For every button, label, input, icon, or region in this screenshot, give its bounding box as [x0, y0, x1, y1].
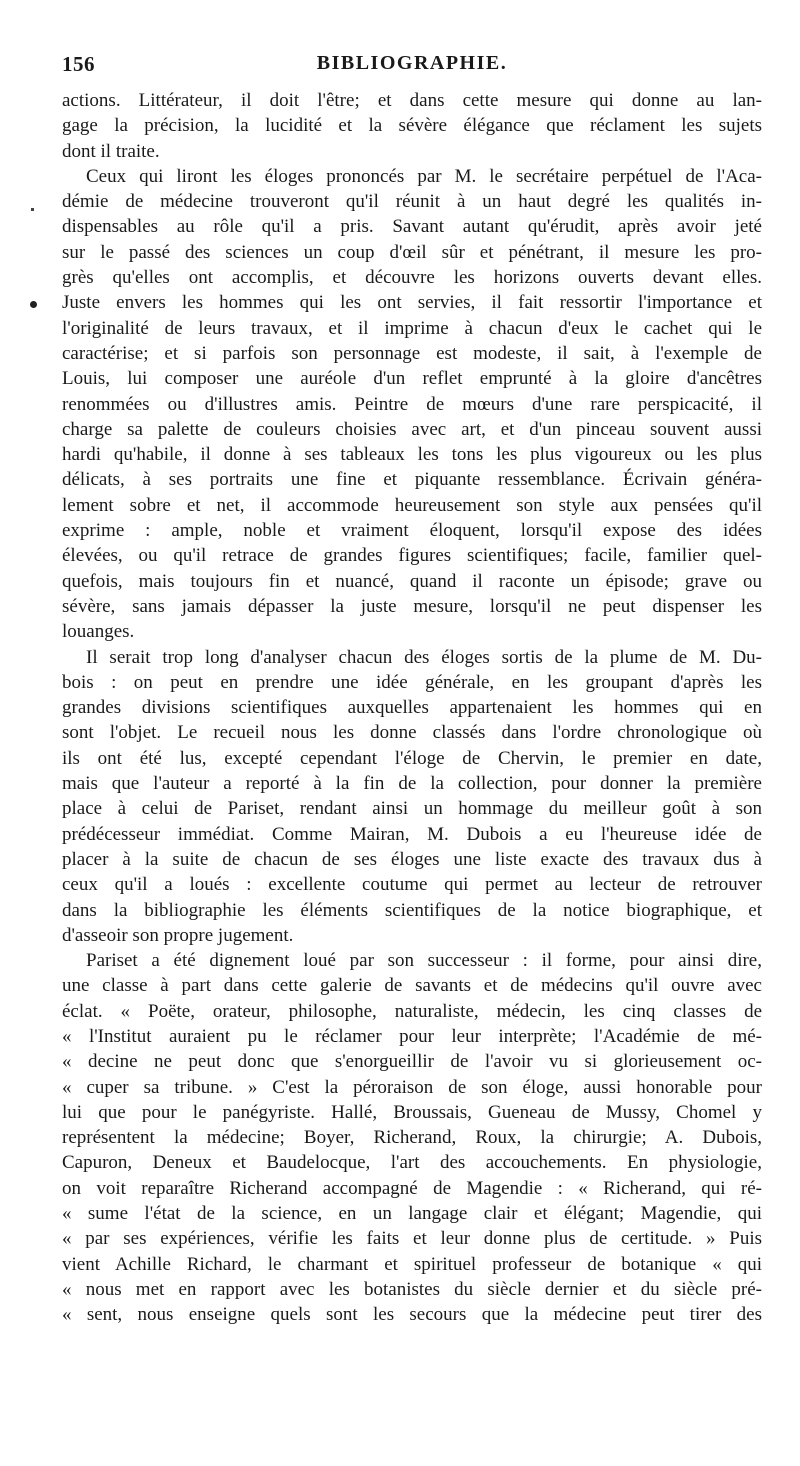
text-line: « nous met en rapport avec les botanistes du siècle dernier et du siècle pré-: [62, 1278, 762, 1300]
text-line: Ceux qui liront les éloges prononcés par M. le secrétaire perpétuel de l'Aca-: [86, 165, 762, 187]
text-line: on voit reparaître Richerand accompagné de Magendie : « Richerand, qui ré-: [62, 1177, 762, 1199]
text-line: vient Achille Richard, le charmant et spirituel professeur de botanique « qui: [62, 1253, 762, 1275]
text-line: « decine ne peut donc que s'enorgueillir de l'avoir vu si glorieusement oc-: [62, 1051, 762, 1073]
text-line: gage la précision, la lucidité et la sévère élégance que réclament les sujets: [62, 115, 762, 137]
margin-dot: [31, 208, 34, 211]
text-line: lement sobre et net, il accommode heureusement son style aux pensées qu'il: [62, 494, 762, 516]
text-line: démie de médecine trouveront qu'il réunit à un haut degré les qualités in-: [62, 191, 762, 213]
page-number: 156: [62, 52, 95, 76]
text-line: ils ont été lus, excepté cependant l'éloge de Chervin, le premier en date,: [62, 747, 762, 769]
text-line: renommées ou d'illustres amis. Peintre de mœurs d'une rare perspicacité, il: [62, 393, 762, 415]
text-line: éclat. « Poëte, orateur, philosophe, naturaliste, médecin, les cinq classes de: [62, 1000, 762, 1022]
text-line: d'asseoir son propre jugement.: [62, 924, 294, 946]
text-line: sont l'objet. Le recueil nous les donne classés dans l'ordre chronologique où: [62, 722, 762, 744]
text-line: prédécesseur immédiat. Comme Mairan, M. Dubois a eu l'heureuse idée de: [62, 823, 762, 845]
page-header: [62, 52, 762, 82]
text-line: dans la bibliographie les éléments scientifiques de la notice biographique, et: [62, 899, 762, 921]
text-line: charge sa palette de couleurs choisies avec art, et d'un pinceau souvent aussi: [62, 418, 762, 440]
text-line: Il serait trop long d'analyser chacun des éloges sortis de la plume de M. Du-: [86, 646, 762, 668]
text-line: « sent, nous enseigne quels sont les secours que la médecine peut tirer des: [62, 1304, 762, 1326]
text-line: Capuron, Deneux et Baudelocque, l'art des accouchements. En physiologie,: [62, 1152, 762, 1174]
text-line: actions. Littérateur, il doit l'être; et dans cette mesure qui donne au lan-: [62, 90, 762, 111]
text-line: placer à la suite de chacun de ses éloges une liste exacte des travaux dus à: [62, 848, 762, 870]
text-line: représentent la médecine; Boyer, Richerand, Roux, la chirurgie; A. Dubois,: [62, 1127, 762, 1149]
body-text: [62, 88, 762, 1328]
text-line: Juste envers les hommes qui les ont servies, il fait ressortir l'importance et: [62, 292, 762, 314]
text-line: grès qu'elles ont accomplis, et découvre les horizons ouverts devant elles.: [62, 267, 762, 289]
text-line: élevées, ou qu'il retrace de grandes figures scientifiques; facile, familier quel-: [62, 545, 762, 567]
text-line: Louis, lui composer une auréole d'un reflet emprunté à la gloire d'ancêtres: [62, 368, 762, 390]
text-line: sur le passé des sciences un coup d'œil sûr et pénétrant, il mesure les pro-: [62, 241, 762, 263]
text-line: exprime : ample, noble et vraiment éloquent, lorsqu'il expose des idées: [62, 520, 762, 542]
text-line: place à celui de Pariset, rendant ainsi un hommage du meilleur goût à son: [62, 798, 762, 820]
text-line: « cuper sa tribune. » C'est la péroraison de son éloge, aussi honorable pour: [62, 1076, 762, 1098]
text-line: dont il traite.: [62, 140, 160, 162]
text-line: « par ses expériences, vérifie les faits et leur donne plus de certitude. » Puis: [62, 1228, 762, 1250]
text-line: une classe à part dans cette galerie de savants et de médecins qu'il ouvre avec: [62, 975, 762, 997]
margin-bullet: [30, 301, 37, 308]
text-line: ceux qu'il a loués : excellente coutume qui permet au lecteur de retrouver: [62, 874, 762, 896]
text-line: lui que pour le panégyriste. Hallé, Broussais, Gueneau de Mussy, Chomel y: [62, 1101, 762, 1123]
text-line: « sume l'état de la science, en un langage clair et élégant; Magendie, qui: [62, 1203, 762, 1225]
text-line: quefois, mais toujours fin et nuancé, quand il raconte un épisode; grave ou: [62, 570, 762, 592]
text-line: hardi qu'habile, il donne à ses tableaux les tons les plus vigoureux ou les plus: [62, 444, 762, 466]
text-line: Pariset a été dignement loué par son successeur : il forme, pour ainsi dire,: [86, 950, 762, 972]
text-line: dispensables au rôle qu'il a pris. Savant autant qu'érudit, après avoir jeté: [62, 216, 762, 238]
text-line: caractérise; et si parfois son personnage est modeste, il sait, à l'exemple de: [62, 342, 762, 364]
text-line: « l'Institut auraient pu le réclamer pour leur interprète; l'Académie de mé-: [62, 1025, 762, 1047]
running-title: BIBLIOGRAPHIE.: [316, 52, 508, 74]
text-line: l'originalité de leurs travaux, et il imprime à chacun d'eux le cachet qui le: [62, 317, 762, 339]
text-line: mais que l'auteur a reporté à la fin de la collection, pour donner la première: [62, 773, 762, 795]
text-line: louanges.: [62, 621, 135, 643]
text-line: grandes divisions scientifiques auxquelles appartenaient les hommes qui en: [62, 697, 762, 719]
text-line: délicats, à ses portraits une fine et piquante ressemblance. Écrivain généra-: [62, 469, 762, 491]
text-line: bois : on peut en prendre une idée générale, en les groupant d'après les: [62, 671, 762, 693]
text-line: sévère, sans jamais dépasser la juste mesure, lorsqu'il ne peut dispenser les: [62, 595, 762, 617]
